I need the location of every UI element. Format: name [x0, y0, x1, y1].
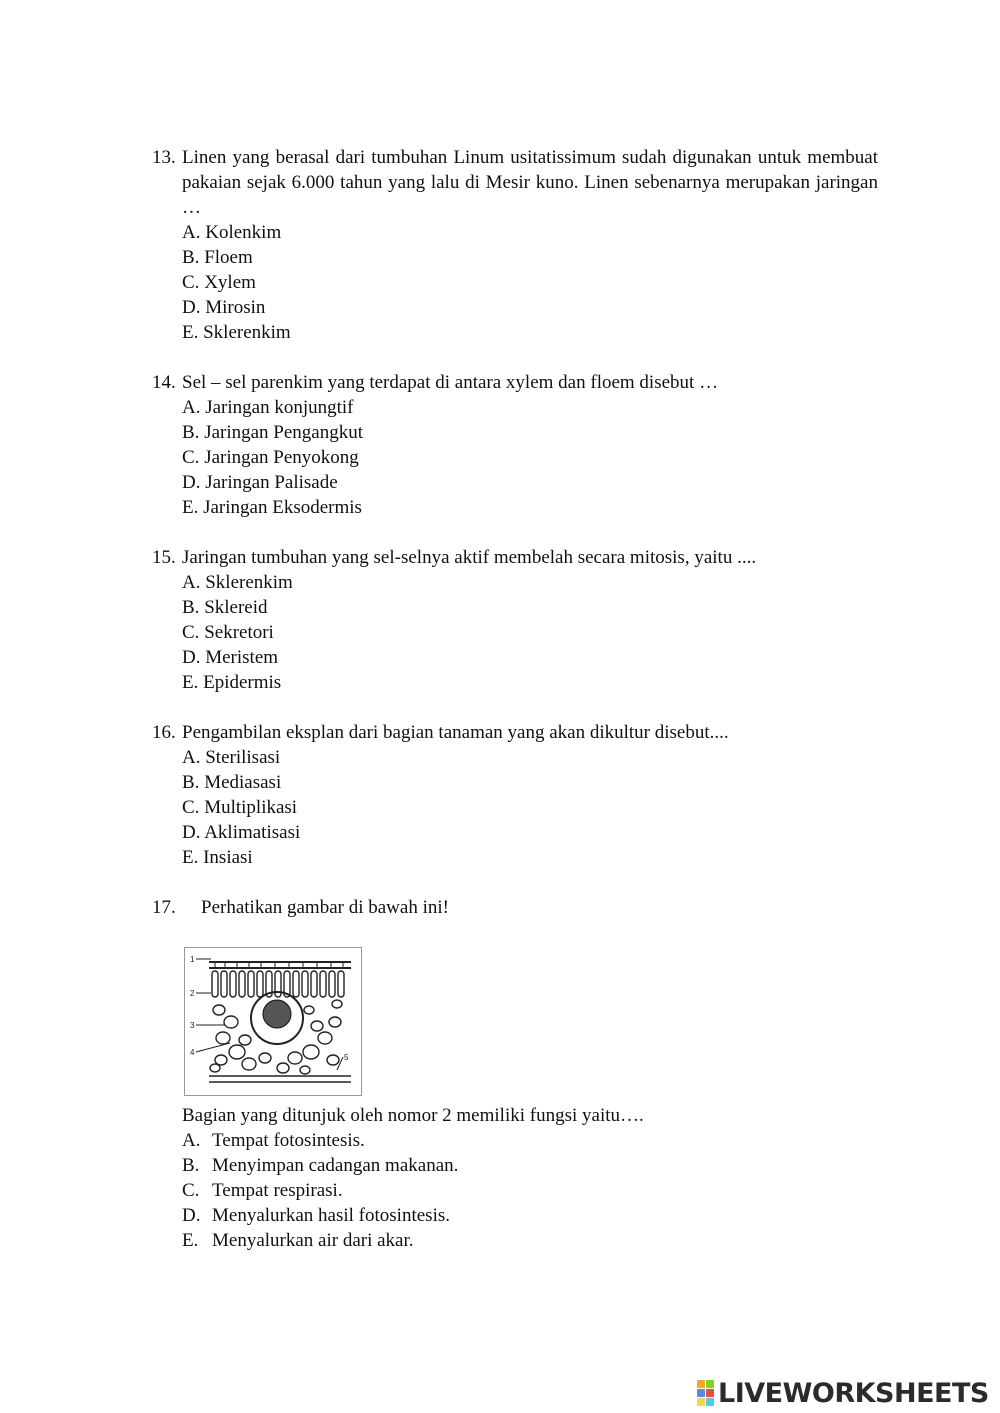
option-letter: A.: [182, 222, 201, 243]
option-e[interactable]: [182, 845, 878, 870]
option-c[interactable]: [182, 270, 878, 295]
option-b[interactable]: [182, 420, 878, 445]
option-a[interactable]: [182, 395, 878, 420]
option-letter: E.: [182, 672, 199, 693]
option-e[interactable]: [182, 1228, 878, 1253]
option-text: Mirosin: [205, 297, 266, 318]
question-14: [152, 370, 878, 520]
question-number: 16.: [152, 722, 176, 743]
logo-tile: [697, 1380, 705, 1388]
option-letter: E.: [182, 847, 199, 868]
option-b[interactable]: [182, 245, 878, 270]
figure-label-2: 2: [190, 989, 195, 998]
option-letter: C.: [182, 447, 200, 468]
option-letter: B.: [182, 247, 200, 268]
option-a[interactable]: [182, 570, 878, 595]
option-letter: A.: [182, 1130, 201, 1151]
figure-label-3: 3: [190, 1021, 195, 1030]
question-text: Jaringan tumbuhan yang sel-selnya aktif membelah secara mitosis, yaitu ....: [182, 547, 757, 568]
leaf-cross-section-figure: [184, 947, 362, 1096]
option-letter: B.: [182, 772, 200, 793]
option-text: Sterilisasi: [205, 747, 281, 768]
question-number: 14.: [152, 372, 176, 393]
option-text: Jaringan Eksodermis: [203, 497, 362, 518]
option-text: Sklereid: [204, 597, 268, 618]
options-list: [182, 570, 878, 695]
option-letter: D.: [182, 822, 201, 843]
option-letter: E.: [182, 322, 199, 343]
option-text: Aklimatisasi: [204, 822, 301, 843]
option-letter: A.: [182, 572, 201, 593]
option-letter: C.: [182, 1180, 200, 1201]
option-c[interactable]: [182, 1178, 878, 1203]
logo-tile: [697, 1398, 705, 1406]
option-text: Tempat respirasi.: [212, 1180, 343, 1201]
option-letter: C.: [182, 622, 200, 643]
question-17-body: [152, 1103, 878, 1253]
option-text: Epidermis: [203, 672, 282, 693]
options-list: [182, 220, 878, 345]
option-letter: A.: [182, 747, 201, 768]
question-number: 17.: [152, 897, 176, 918]
option-text: Insiasi: [203, 847, 253, 868]
logo-tile: [706, 1389, 714, 1397]
option-letter: C.: [182, 272, 200, 293]
option-d[interactable]: [182, 645, 878, 670]
option-text: Jaringan Pengangkut: [204, 422, 364, 443]
figure-label-1: 1: [190, 955, 195, 964]
option-d[interactable]: [182, 470, 878, 495]
option-text: Multiplikasi: [204, 797, 298, 818]
option-letter: B.: [182, 1155, 200, 1176]
option-letter: C.: [182, 797, 200, 818]
option-letter: D.: [182, 297, 201, 318]
option-text: Sklerenkim: [205, 572, 293, 593]
figure-label-5: 5: [344, 1053, 349, 1062]
option-letter: D.: [182, 1205, 201, 1226]
option-d[interactable]: [182, 295, 878, 320]
option-text: Tempat fotosintesis.: [212, 1130, 365, 1151]
option-text: Jaringan konjungtif: [205, 397, 354, 418]
option-e[interactable]: [182, 320, 878, 345]
question-text: Linen yang berasal dari tumbuhan Linum usitatissimum sudah digunakan untuk membuat pakaian sejak 6.000 tahun yang lalu di Mesir kuno. Linen sebenarnya merupakan jaringan …: [182, 147, 878, 218]
option-letter: B.: [182, 597, 200, 618]
option-text: Menyalurkan air dari akar.: [212, 1230, 414, 1251]
logo-tile: [697, 1389, 705, 1397]
question-subtext: Bagian yang ditunjuk oleh nomor 2 memiliki fungsi yaitu….: [182, 1105, 644, 1126]
option-c[interactable]: [182, 795, 878, 820]
figure-label-4: 4: [190, 1048, 195, 1057]
option-d[interactable]: [182, 1203, 878, 1228]
question-17: [152, 895, 878, 920]
question-text: Perhatikan gambar di bawah ini!: [201, 897, 449, 918]
option-b[interactable]: [182, 595, 878, 620]
question-number: 15.: [152, 547, 176, 568]
liveworksheets-logo-icon: [697, 1380, 714, 1406]
option-e[interactable]: [182, 495, 878, 520]
question-13: [152, 145, 878, 345]
option-c[interactable]: [182, 445, 878, 470]
option-text: Menyimpan cadangan makanan.: [212, 1155, 459, 1176]
option-a[interactable]: [182, 220, 878, 245]
option-b[interactable]: [182, 770, 878, 795]
option-text: Menyalurkan hasil fotosintesis.: [212, 1205, 450, 1226]
option-text: Xylem: [204, 272, 256, 293]
option-text: Meristem: [205, 647, 279, 668]
option-text: Sklerenkim: [203, 322, 291, 343]
option-b[interactable]: [182, 1153, 878, 1178]
question-text: Sel – sel parenkim yang terdapat di antara xylem dan floem disebut …: [182, 372, 719, 393]
option-e[interactable]: [182, 670, 878, 695]
liveworksheets-logo[interactable]: [697, 1378, 989, 1408]
logo-tile: [706, 1398, 714, 1406]
option-letter: E.: [182, 1230, 199, 1251]
leaf-tissue-icon: [185, 948, 361, 1095]
option-a[interactable]: [182, 745, 878, 770]
question-number: 13.: [152, 147, 176, 168]
option-letter: A.: [182, 397, 201, 418]
option-text: Kolenkim: [205, 222, 282, 243]
options-list: [182, 395, 878, 520]
option-a[interactable]: [182, 1128, 878, 1153]
option-c[interactable]: [182, 620, 878, 645]
option-letter: B.: [182, 422, 200, 443]
option-text: Sekretori: [204, 622, 274, 643]
question-16: [152, 720, 878, 870]
brand-name: LIVEWORKSHEETS: [718, 1377, 989, 1409]
option-letter: D.: [182, 647, 201, 668]
question-text: Pengambilan eksplan dari bagian tanaman yang akan dikultur disebut....: [182, 722, 729, 743]
question-15: [152, 545, 878, 695]
options-list: [182, 1128, 878, 1253]
option-text: Floem: [204, 247, 253, 268]
option-letter: D.: [182, 472, 201, 493]
option-text: Jaringan Penyokong: [204, 447, 359, 468]
options-list: [182, 745, 878, 870]
logo-tile: [706, 1380, 714, 1388]
option-text: Jaringan Palisade: [205, 472, 338, 493]
option-text: Mediasasi: [204, 772, 282, 793]
option-letter: E.: [182, 497, 199, 518]
option-d[interactable]: [182, 820, 878, 845]
palisade-layer: [212, 971, 344, 997]
